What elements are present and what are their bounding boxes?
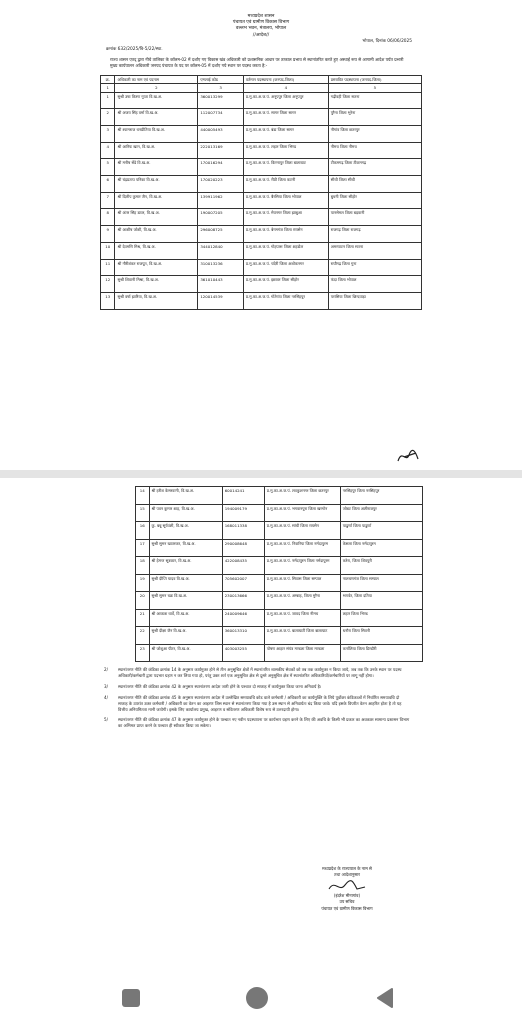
current-posting-cell: प्र.मु.का.अ.ज.पं. लहार जिला भिण्ड [243, 142, 328, 159]
index-3: 3 [198, 84, 244, 92]
serial-cell: 19 [136, 574, 150, 592]
table-row [136, 574, 423, 592]
serial-cell: 18 [136, 557, 150, 575]
officer-name-cell: श्री हेमन्त सूत्रकार, वि.ख.अ. [149, 557, 222, 575]
table-row [136, 487, 423, 505]
proposed-posting-cell: करेरा, जिला शिवपुरी [340, 557, 422, 575]
order-intro: राज्य शासन एतद् द्वारा नीचे तालिका के कॉलम-02 में दर्शाए गए विकास खंड अधिकारी को प्रशासनिक आधार पर तत्काल प्रभाव से स्थानांतरित करते हुए अस्थाई रूप से आगामी आदेश पर्यंत प्रभारी मुख्य कार्यपालन अधिकारी जनपद पंचायत के पद पर कॉलम-05 में दर्शाए गये स्थान पर पदस्थ करता है:- [110, 56, 404, 69]
header-line-1: मध्यप्रदेश शासन [247, 14, 275, 19]
proposed-posting-cell: नालचणगंज जिला सम्पाल [340, 574, 422, 592]
officer-name-cell: श्री दिलीप कुमार जैन, वि.ख.अ. [115, 192, 198, 209]
employee-code-cell: 344012840 [198, 242, 244, 259]
table-row [136, 557, 423, 575]
table-row [101, 292, 422, 309]
officer-name-cell: सुश्री वर्षा झारिया, वि.ख.अ. [115, 292, 198, 309]
table-row [101, 176, 422, 193]
table-row [136, 539, 423, 557]
document-header [90, 0, 432, 39]
serial-cell: 1 [101, 92, 115, 109]
serial-cell: 20 [136, 592, 150, 610]
employee-code-cell: 112007734 [198, 109, 244, 126]
current-posting-cell: प्र.मु.का.अ.ज.पं. बंडा जिला सागर [243, 126, 328, 143]
table-row [101, 276, 422, 293]
index-4: 4 [243, 84, 328, 92]
officer-name-cell: श्री आशीष जोशी, वि.ख.अ. [115, 226, 198, 243]
table-row [101, 259, 422, 276]
proposed-posting-cell: गढ़ीवही जिला सतना [328, 92, 421, 109]
header-proposed: प्रस्तावित पदस्थापना (जनपद-जिला) [328, 76, 421, 84]
signature-icon [327, 879, 367, 893]
signer-name: (इंदरेश मीनागांव) [333, 892, 361, 898]
employee-code-cell: 120014539 [198, 292, 244, 309]
employee-code-cell: 422008435 [222, 557, 264, 575]
proposed-posting-cell: अमरपाटन जिला सतना [328, 242, 421, 259]
current-posting-cell: प्र.मु.का.अ.ज.पं. इछावर जिला सीहोर [243, 276, 328, 293]
serial-cell: 7 [101, 192, 115, 209]
proposed-posting-cell: राजगढ़ जिला राजगढ़ [328, 226, 421, 243]
table-row [101, 226, 422, 243]
proposed-posting-cell: फंदा जिला भोपाल [328, 276, 421, 293]
signer-designation: उप सचिव [339, 899, 355, 905]
transfer-table-page-2 [135, 486, 423, 662]
paragraph-number: 5/ [104, 717, 108, 723]
employee-code-cell: 361010443 [198, 276, 244, 293]
triangle-back-icon [374, 986, 396, 1010]
table-row [101, 159, 422, 176]
employee-code-cell: 360013299 [198, 92, 244, 109]
serial-cell: 6 [101, 176, 115, 193]
officer-name-cell: श्री अजय सिंह वर्मा वि.ख.अ. [115, 109, 198, 126]
current-posting-cell: प्र.मु.का.अ.ज.पं. अम्बाह, जिला मुरैना [264, 592, 340, 610]
employee-code-cell: 170020223 [198, 176, 244, 193]
current-posting-cell: पोषण आहार संयंत्र मण्डला जिला मण्डला [264, 644, 340, 662]
proposed-posting-cell: सीधी जिला सीधी [328, 176, 421, 193]
closing-block [292, 866, 402, 912]
proposed-posting-cell: परासिया जिला छिन्दवाड़ा [328, 292, 421, 309]
order-paragraph [90, 667, 432, 679]
paragraph-text: स्थानांतरण नीति की कंडिका क्रमांक 45 के अनुसार स्थानांतरण आदेश में उल्लेखित समयावधि कोड वाले कर्मचारी / अधिकारी का कार्यमुक्ति के लिये पूर्वोक्त कंडिकाओं में निर्धारित समयावधि दो सप्ताह के उपरांत उक्त कर्मचारी / अधिकारी का वेतन का आहरण जिस स्थान से स्थानांतरण किया गया है उस स्थान से अनिवार्यतः बंद किया जावे। यदि इसके विपरीत वेतन आहरित होता है तो यह वित्तीय अनियमितता मानी जायेगी। इसके लिए कार्यालय प्रमुख, आहरण व संवितरण अधिकारी विशेष रूप से उत्तरदायी होगा। [118, 694, 402, 712]
officer-name-cell: श्री अंतर सिंह डावर, वि.ख.अ. [115, 209, 198, 226]
proposed-posting-cell: नरसिंहपुर जिला नरसिंहपुर [340, 487, 422, 505]
officer-name-cell: श्री देवमणि मिश्र, वि.ख.अ. [115, 242, 198, 259]
serial-cell: 3 [101, 126, 115, 143]
serial-cell: 21 [136, 609, 150, 627]
officer-name-cell: श्री चंद्रप्रताप पनिका वि.ख.अ. [115, 176, 198, 193]
paragraph-number: 4/ [104, 694, 108, 700]
table-row [136, 592, 423, 610]
table-row [101, 192, 422, 209]
proposed-posting-cell: नौगांव जिला छतरपुर [328, 126, 421, 143]
table-row [101, 242, 422, 259]
employee-code-cell: 360013310 [222, 627, 264, 645]
proposed-posting-cell: पानसेमल जिला बड़वानी [328, 209, 421, 226]
header-code: एम्प्लाई कोड [198, 76, 244, 84]
officer-name-cell: सुश्री उषा किरण गुप्ता वि.ख.अ. [115, 92, 198, 109]
officer-name-cell: सुश्री सुमन खातरकर, वि.ख.अ. [149, 539, 222, 557]
employee-code-cell: 440005493 [198, 126, 244, 143]
proposed-posting-cell: पाढुर्णा जिला पाढुर्णा [340, 522, 422, 540]
proposed-posting-cell: कर्नालिया जिला डिण्डौरी [340, 644, 422, 662]
employee-code-cell: 290008648 [222, 539, 264, 557]
officer-name-cell: सुश्री सुमन चक्र वि.ख.अ. [149, 592, 222, 610]
home-button[interactable] [243, 984, 271, 1012]
serial-cell: 11 [101, 259, 115, 276]
officer-name-cell: श्री आकाश धार्वे, वि.ख.अ. [149, 609, 222, 627]
employee-code-cell: 190007205 [198, 209, 244, 226]
serial-cell: 16 [136, 522, 150, 540]
current-posting-cell: प्र.मु.का.अ.ज.पं. भगवानपुरा जिला खरगोन [264, 504, 340, 522]
employee-code-cell: 139911962 [198, 192, 244, 209]
employee-code-cell: 310013236 [198, 259, 244, 276]
employee-code-cell: 222013169 [198, 142, 244, 159]
current-posting-cell: प्र.मु.का.अ.ज.पं. मेघनगर जिला झाबुआ [243, 209, 328, 226]
current-posting-cell: प्र.मु.का.अ.ज.पं. नर्मदापुरम जिला नर्मदापुरम [264, 557, 340, 575]
current-posting-cell: प्र.मु.का.अ.ज.पं. गोटेगांव जिला नरसिंहपुर [243, 292, 328, 309]
proposed-posting-cell: भाण्डेर, जिला दतिया [340, 592, 422, 610]
current-posting-cell: प्र.मु.का.अ.ज.पं. सिवास जिला सम्पाल [264, 574, 340, 592]
current-posting-cell: प्र.मु.का.अ.ज.पं. किरनापुर जिला बालाघाट [243, 159, 328, 176]
navigation-bar [0, 972, 522, 1024]
current-posting-cell: प्र.मु.का.अ.ज.पं. चंदेरी जिला अशोकनगर [243, 259, 328, 276]
officer-name-cell: सुश्री दीप्ति यादव वि.ख.अ. [149, 574, 222, 592]
closing-line-2: तथा आदेशानुसार [334, 872, 360, 878]
officer-name-cell: सुश्री दीक्षा जैन वि.ख.अ. [149, 627, 222, 645]
header-name: अधिकारी का नाम एवं पदनाम [115, 76, 198, 84]
table-row [101, 92, 422, 109]
serial-cell: 23 [136, 644, 150, 662]
proposed-posting-cell: नीमच जिला नीमच [328, 142, 421, 159]
order-reference: क्रमांक 632/2025/वि-5/22/स्था. [106, 46, 163, 52]
officer-name-cell: सुश्री शिवानी मिश्रा, वि.ख.अ. [115, 276, 198, 293]
serial-cell: 14 [136, 487, 150, 505]
current-posting-cell: प्र.मु.का.अ.ज.पं. रीठी जिला कटनी [243, 176, 328, 193]
proposed-posting-cell: बुधनी जिला सीहोर [328, 192, 421, 209]
officer-name-cell: श्री जोशुआ पीटर, वि.ख.अ. [149, 644, 222, 662]
current-posting-cell: प्र.मु.का.अ.ज.पं. लवकुशनगर जिला छतरपुर [264, 487, 340, 505]
table-row [136, 627, 423, 645]
serial-cell: 22 [136, 627, 150, 645]
square-icon [122, 989, 140, 1007]
signer-department: पंचायत एवं ग्रामीण विकास विभाग [321, 905, 373, 911]
order-meta [90, 38, 432, 60]
officer-name-cell: श्री हरीश केसरवानी, वि.ख.अ. [149, 487, 222, 505]
proposed-posting-cell: धनौरा जिला सिवनी [340, 627, 422, 645]
serial-cell: 10 [101, 242, 115, 259]
proposed-posting-cell: लहार जिला भिण्ड [340, 609, 422, 627]
order-paragraph [90, 684, 432, 690]
document-page-2 [90, 478, 432, 940]
order-date: भोपाल, दिनांक 06/06/2025 [362, 38, 412, 44]
officer-name-cell: श्री गौरीशंकर राजपूत, वि.ख.अ. [115, 259, 198, 276]
paragraph-text: स्थानांतरण नीति की कंडिका क्रमांक 47 के अनुसार कार्यमुक्त होने के पश्चात नए नवीन पदस्थापना पर कार्यभार ग्रहण करने के लिए की अवधि के किसी भी प्रकार का अवकाश सामान्य प्रशासन विभाग का अभिमत प्राप्त करने के पश्चात ही स्वीकार किया जा सकेगा। [118, 717, 410, 729]
serial-cell: 8 [101, 209, 115, 226]
employee-code-cell: 403003255 [222, 644, 264, 662]
header-serial: क्र. [101, 76, 115, 84]
paragraph-text: स्थानांतरण नीति की कंडिका क्रमांक 14 के अनुसार कार्यमुक्त होने से तीन अनुसूचित क्षेत्रों में स्थानांतरित शासकीय सेवकों को तब तक कार्यमुक्त न किया जाये, जब तक कि उनके स्थान पर पदस्थ अधिकारी/कर्मचारी द्वारा पदभार ग्रहण न कर लिया गया हो, परंतु उक्त शर्त एक अनुसूचित क्षेत्र से दूसरे अनुसूचित क्षेत्र में स्थानांतरित अधिकारियों/कर्मचारियों पर लागू नहीं होगा। [118, 667, 402, 678]
current-posting-cell: प्र.मु.का.अ.ज.पं. सागर जिला सागर [243, 109, 328, 126]
officer-name-cell: श्री आरिफ खान, वि.ख.अ. [115, 142, 198, 159]
current-posting-cell: प्र.मु.का.अ.ज.पं. अनूपपुर जिला अनूपपुर [243, 92, 328, 109]
transfer-table-page-1 [100, 75, 422, 309]
paragraph-number: 2/ [104, 667, 108, 672]
closing-line-1: मध्यप्रदेश के राज्यपाल के नाम से [322, 866, 372, 871]
officer-name-cell: श्री पवन कुमार शाह, वि.ख.अ. [149, 504, 222, 522]
table-row [101, 209, 422, 226]
serial-cell: 2 [101, 109, 115, 126]
signature-initials-icon [396, 447, 422, 465]
current-posting-cell: प्र.मु.का.अ.ज.पं. गोहपारू जिला शहडोल [243, 242, 328, 259]
table-row [101, 109, 422, 126]
serial-cell: 12 [101, 276, 115, 293]
serial-cell: 17 [136, 539, 150, 557]
employee-code-cell: 240009646 [222, 609, 264, 627]
paragraph-number: 3/ [104, 683, 108, 689]
serial-cell: 4 [101, 142, 115, 159]
proposed-posting-cell: टीकमगढ़ जिला टीकमगढ़ [328, 159, 421, 176]
serial-cell: 5 [101, 159, 115, 176]
index-5: 5 [328, 84, 421, 92]
employee-code-cell: 194009179 [222, 504, 264, 522]
employee-code-cell: 170016294 [198, 159, 244, 176]
index-2: 2 [115, 84, 198, 92]
proposed-posting-cell: राघौगढ़ जिला गुना [328, 259, 421, 276]
table-row [136, 504, 423, 522]
recent-apps-button[interactable] [117, 984, 145, 1012]
header-line-2: पंचायत एवं ग्रामीण विकास विभाग [232, 20, 290, 26]
employee-code-cell: 60014241 [222, 487, 264, 505]
employee-code-cell: 705602007 [222, 574, 264, 592]
table-row [136, 644, 423, 662]
header-line-3: वल्लभ भवन, मंत्रालय, भोपाल [235, 26, 287, 32]
employee-code-cell: 168011338 [222, 522, 264, 540]
proposed-posting-cell: केसला जिला नर्मदापुरम [340, 539, 422, 557]
proposed-posting-cell: पुरैना जिला भुरेना [328, 109, 421, 126]
circle-icon [246, 987, 268, 1009]
serial-cell: 9 [101, 226, 115, 243]
page-separator [0, 470, 522, 478]
employee-code-cell: 296008725 [198, 226, 244, 243]
current-posting-cell: प्र.मु.का.अ.ज.पं. बेगमगंज जिला रायसेन [243, 226, 328, 243]
index-1: 1 [101, 84, 115, 92]
officer-name-cell: श्री श्यामराज धनप्रीतिया वि.ख.अ. [115, 126, 198, 143]
document-page-1 [90, 0, 432, 470]
employee-code-cell: 230013666 [222, 592, 264, 610]
officer-name-cell: श्री मनीष सेंडे वि.ख.अ. [115, 159, 198, 176]
serial-cell: 15 [136, 504, 150, 522]
current-posting-cell: प्र.मु.का.अ.ज.पं. निवारिया जिला नर्मदापुरम [264, 539, 340, 557]
officer-name-cell: कु. बन्नू सूर्यवंशी, वि.ख.अ. [149, 522, 222, 540]
paragraph-text: स्थानांतरण नीति की कंडिका क्रमांक 42 के अनुसार स्थानांतरण आदेश जारी होने के पश्चात दो सप्ताह में कार्यमुक्त किया जाना अनिवार्य है। [118, 683, 322, 689]
current-posting-cell: प्र.मु.का.अ.ज.पं. बैरसिया जिला भोपाल [243, 192, 328, 209]
current-posting-cell: प्र.मु.का.अ.ज.पं. जावद जिला नीमच [264, 609, 340, 627]
back-button[interactable] [371, 984, 399, 1012]
table-row [101, 142, 422, 159]
header-line-4: //आदेश// [252, 32, 270, 38]
table-row [136, 522, 423, 540]
header-current: वर्तमान पदस्थापना (जनपद-जिला) [243, 76, 328, 84]
order-paragraph [90, 695, 432, 713]
serial-cell: 13 [101, 292, 115, 309]
current-posting-cell: प्र.मु.का.अ.ज.पं. बालाघाटी जिला बालाघाट [264, 627, 340, 645]
order-paragraph [90, 717, 432, 729]
order-paragraphs [90, 667, 432, 729]
proposed-posting-cell: जोबट जिला अलीराजपुर [340, 504, 422, 522]
current-posting-cell: प्र.मु.का.अ.ज.पं. सांची जिला रायसेन [264, 522, 340, 540]
table-row [136, 609, 423, 627]
table-row [101, 126, 422, 143]
